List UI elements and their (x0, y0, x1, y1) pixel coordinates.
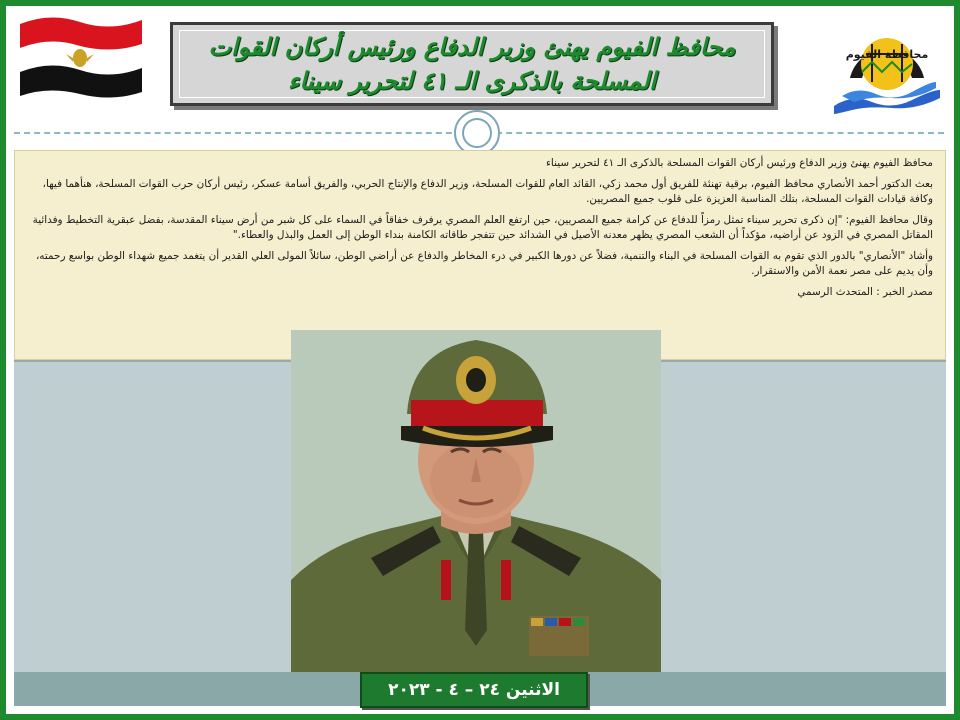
egypt-flag-icon (16, 10, 146, 100)
official-portrait-photo (291, 330, 661, 674)
date-label: الاثنين ٢٤ – ٤ - ٢٠٢٣ (360, 672, 588, 708)
title-line-1: محافظ الفيوم يهنئ وزير الدفاع ورئيس أركان القوات (208, 33, 736, 61)
title-line-2: المسلحة بالذكرى الـ ٤١ لتحرير سيناء (288, 67, 656, 95)
article-paragraph-2: وقال محافظ الفيوم: "إن ذكرى تحرير سيناء تمثل رمزاً للدفاع عن كرامة جميع المصريين، حين ارتفع العلم المصري يرفرف خفاقاً في السماء على كل شبر من أرض سيناء المقدسة، بفضل عبقرية التخطيط وفدائية المقاتل المصري في الزود عن أراضيه، مؤكداً أن الشعب المصري يظهر معدنه الأصيل في الشدائد حين تتفجر طاقاته الكامنة بنداء الوطن إلى العمل والبذل والعطاء." (32, 214, 933, 241)
article-paragraph-3: وأشاد "الأنصاري" بالدور الذي تقوم به القوات المسلحة في البناء والتنمية، فضلاً عن دورها الكبير في درء المخاطر والدفاع عن أراضي الوطن، سائلاً المولى العلي القدير أن يتغمد جميع شهداء الوطن بواسع رحمته، وأن يديم على مصر نعمة الأمن والاستقرار. (35, 250, 933, 277)
article-paragraph-1: بعث الدكتور أحمد الأنصاري محافظ الفيوم، برقية تهنئة للفريق أول محمد زكي، القائد العام للقوات المسلحة، وزير الدفاع والإنتاج الحربي، والفريق أسامة عسكر، رئيس أركان حرب القوات المسلحة، هنأهما فيها، وكافة قيادات القوات المسلحة، بتلك المناسبة العزيزة على قلوب جميع المصريين. (42, 178, 933, 205)
title-box (170, 22, 774, 106)
fayoum-governorate-logo-icon (832, 14, 942, 114)
news-article (14, 150, 946, 360)
article-headline: محافظ الفيوم يهنئ وزير الدفاع ورئيس أركان القوات المسلحة بالذكرى الـ ٤١ لتحرير سيناء (546, 157, 933, 169)
article-source: مصدر الخبر : المتحدث الرسمي (797, 286, 933, 298)
logo-text: محافظة الفيوم (845, 48, 929, 61)
